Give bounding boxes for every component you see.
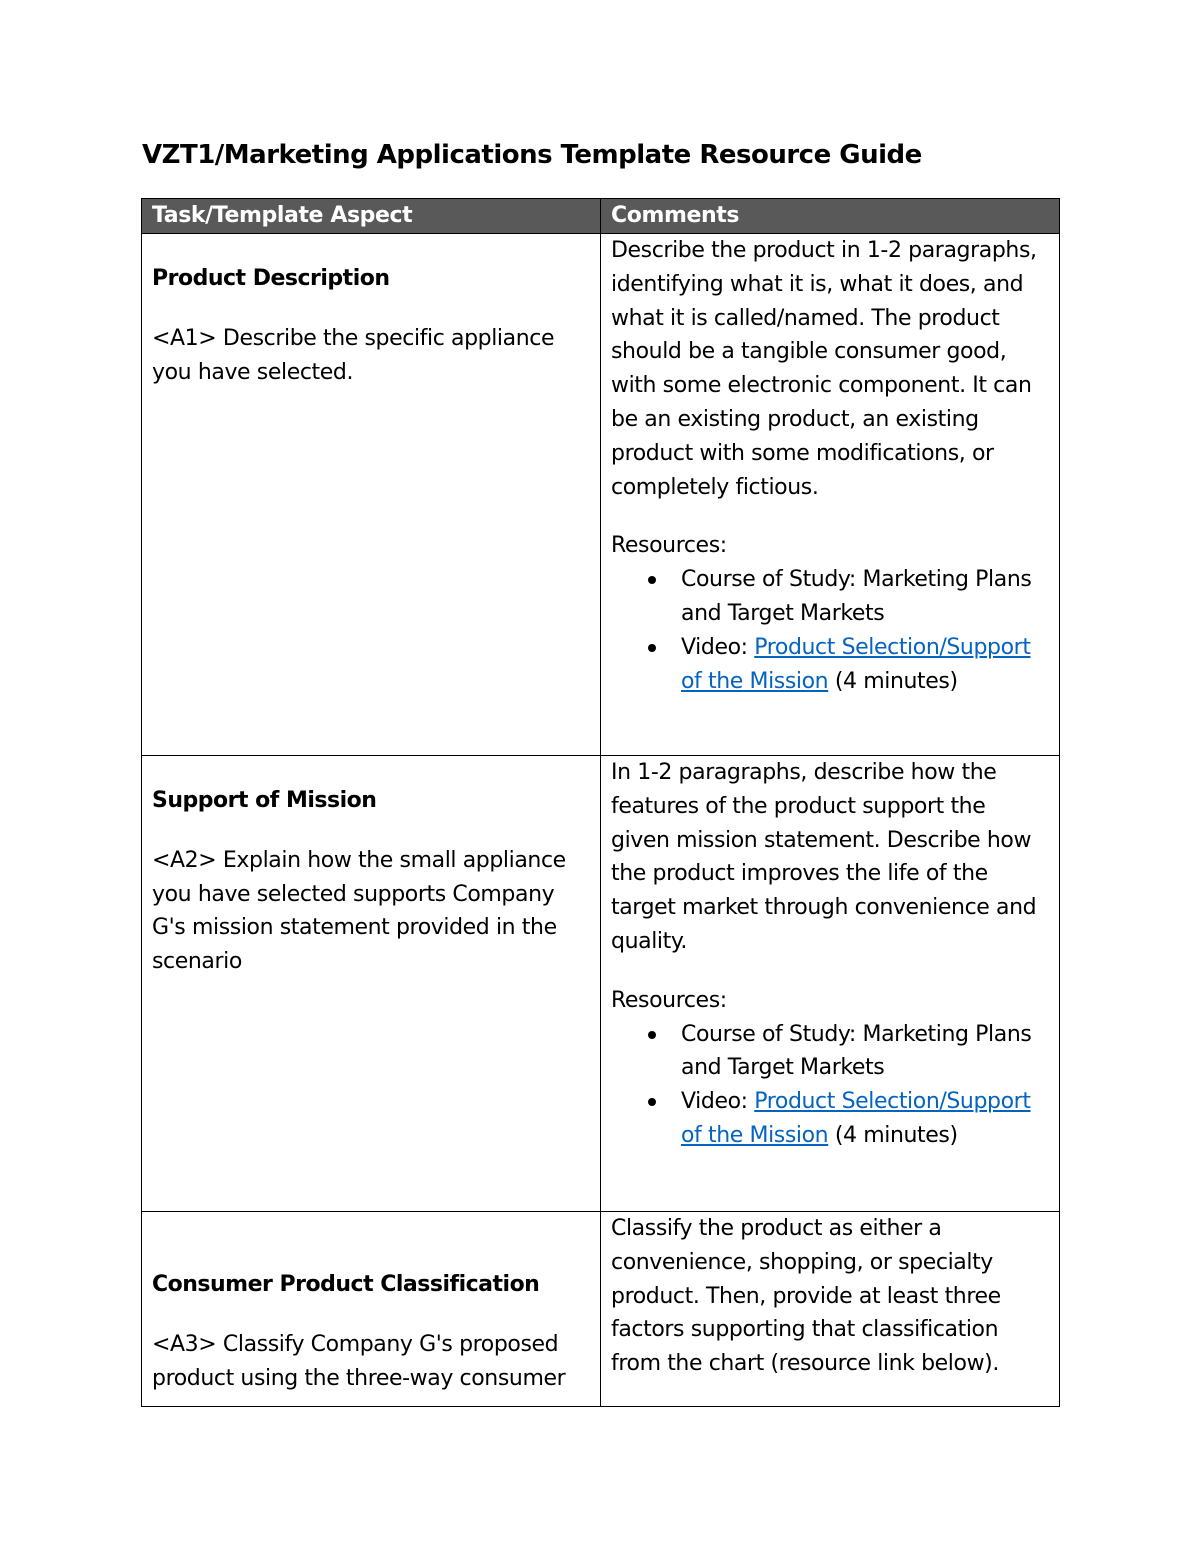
resource-suffix: (4 minutes) xyxy=(828,1122,958,1148)
aspect-cell xyxy=(142,1212,601,1407)
table-row xyxy=(142,756,1060,1212)
header-task-aspect: Task/Template Aspect xyxy=(142,199,601,234)
video-link-product-selection[interactable]: Product Selection/Support of the Mission xyxy=(681,634,1031,694)
resources-list xyxy=(611,1018,1049,1153)
aspect-cell xyxy=(142,756,601,1212)
aspect-heading: Product Description xyxy=(152,266,390,291)
page-title: VZT1/Marketing Applications Template Resource Guide xyxy=(142,140,922,170)
resource-text: Course of Study: Marketing Plans and Target Markets xyxy=(681,1021,1032,1081)
resources-label: Resources: xyxy=(611,987,727,1013)
resources-label: Resources: xyxy=(611,533,727,559)
aspect-description: <A3> Classify Company G's proposed product using the three-way consumer xyxy=(152,1331,566,1391)
resource-prefix: Video: xyxy=(681,1089,755,1115)
video-link-product-selection[interactable]: Product Selection/Support of the Mission xyxy=(681,1089,1031,1148)
comment-cell xyxy=(601,1212,1060,1407)
table-header-row xyxy=(142,199,1060,234)
aspect-heading: Support of Mission xyxy=(152,788,377,813)
comment-text: In 1-2 paragraphs, describe how the features of the product support the given mission statement. Describe how the product improves the life of the target market through convenience and quality. xyxy=(611,760,1037,954)
list-item xyxy=(681,631,1049,699)
resource-prefix: Video: xyxy=(681,634,755,660)
comment-cell xyxy=(601,234,1060,756)
list-item xyxy=(681,1018,1049,1086)
resource-suffix: (4 minutes) xyxy=(828,668,958,694)
comment-cell xyxy=(601,756,1060,1212)
resource-guide-table xyxy=(141,198,1060,1407)
table-row xyxy=(142,1212,1060,1407)
aspect-description: <A2> Explain how the small appliance you have selected supports Company G's mission statement provided in the scenario xyxy=(152,847,566,975)
resources-list xyxy=(611,563,1049,698)
comment-text: Classify the product as either a convenience, shopping, or specialty product. Then, provide at least three factors supporting that classification from the chart (resource link below). xyxy=(611,1216,1001,1377)
comment-text: Describe the product in 1-2 paragraphs, identifying what it is, what it does, and what it is called/named. The product should be a tangible consumer good, with some electronic component. It can be an existing product, an existing product with some modifications, or completely fictious. xyxy=(611,238,1037,500)
table-row xyxy=(142,234,1060,756)
aspect-cell xyxy=(142,234,601,756)
header-comments: Comments xyxy=(601,199,1060,234)
list-item xyxy=(681,1085,1049,1153)
aspect-description: <A1> Describe the specific appliance you have selected. xyxy=(152,325,555,385)
list-item xyxy=(681,563,1049,631)
resource-text: Course of Study: Marketing Plans and Target Markets xyxy=(681,567,1032,626)
aspect-heading: Consumer Product Classification xyxy=(152,1272,540,1297)
